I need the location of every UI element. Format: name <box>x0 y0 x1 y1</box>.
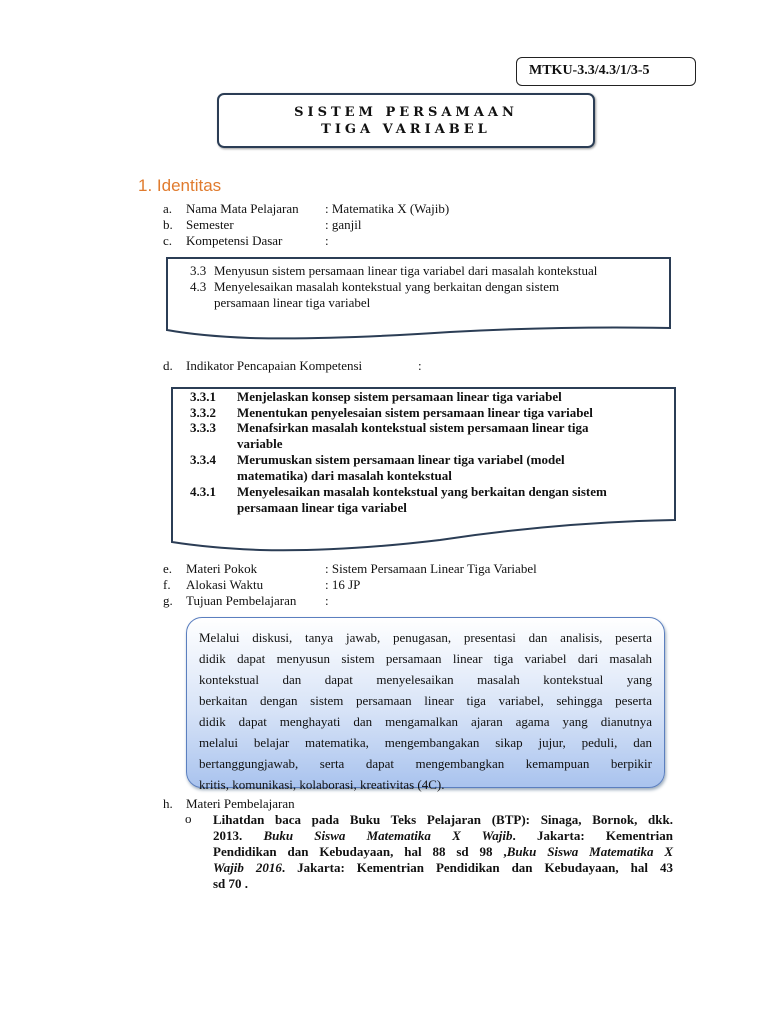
identity-letter: e. <box>163 561 173 576</box>
indikator-code: 3.3.1 <box>190 389 216 404</box>
identity-label: Kompetensi Dasar <box>186 233 283 248</box>
indikator-colon: : <box>418 358 422 373</box>
identity-value: : Matematika X (Wajib) <box>325 201 450 216</box>
identity-label: Semester <box>186 217 234 232</box>
ref-text: . Jakarta: Kementrian Pendidikan dan Kebudayaan, hal 43 <box>281 860 673 875</box>
reference-line: Lihatdan baca pada Buku Teks Pelajaran (BTP): Sinaga, Bornok, dkk. <box>213 812 673 827</box>
materi-label: Materi Pembelajaran <box>186 796 295 811</box>
indikator-text-cont: variable <box>237 436 283 451</box>
tujuan-line: didik dapat menyusun sistem persamaan linear tiga variabel dari masalah <box>199 651 652 666</box>
identity-label: Tujuan Pembelajaran <box>186 593 297 608</box>
tujuan-line: berkaitan dengan sistem persamaan linear tiga variabel, sehingga peserta <box>199 693 652 708</box>
document-code: MTKU-3.3/4.3/1/3-5 <box>529 63 650 78</box>
kd-code: 4.3 <box>190 279 207 294</box>
book-title: Wajib 2016 <box>213 860 282 875</box>
indikator-text-cont: persamaan linear tiga variabel <box>237 500 407 515</box>
kd-text: Menyelesaikan masalah kontekstual yang berkaitan dengan sistem <box>214 279 560 294</box>
identity-letter: f. <box>163 577 171 592</box>
identity-value: : ganjil <box>325 217 362 232</box>
ref-text: . Jakarta: Kementrian <box>512 828 674 843</box>
ref-text: Pendidikan dan Kebudayaan, hal 88 sd 98 , <box>213 844 507 859</box>
tujuan-line: didik dapat menghayati dan mengamalkan ajaran agama yang dianutnya <box>199 714 652 729</box>
reference-line <box>213 844 673 860</box>
reference-line <box>213 860 673 876</box>
reference-line: sd 70 . <box>213 876 249 891</box>
tujuan-line: kritis, komunikasi, kolaborasi, kreativitas (4C). <box>199 777 445 792</box>
section-heading: 1. Identitas <box>138 176 222 195</box>
indikator-text: Menjelaskan konsep sistem persamaan linear tiga variabel <box>237 389 562 404</box>
indikator-text: Menentukan penyelesaian sistem persamaan linear tiga variabel <box>237 405 593 420</box>
indikator-code: 3.3.3 <box>190 420 216 435</box>
indikator-code: 4.3.1 <box>190 484 216 499</box>
identity-label: Materi Pokok <box>186 561 258 576</box>
identity-letter: b. <box>163 217 173 232</box>
book-title: Buku Siswa Matematika X Wajib <box>263 828 513 843</box>
tujuan-line: melalui belajar matematika, mengembangakan sikap jujur, peduli, dan <box>199 735 652 750</box>
identity-letter: a. <box>163 201 173 216</box>
indikator-code: 3.3.4 <box>190 452 216 467</box>
identity-letter: g. <box>163 593 173 608</box>
title-line-2: TIGA VARIABEL <box>321 122 491 137</box>
title-line-1: SISTEM PERSAMAAN <box>294 105 518 120</box>
indikator-text: Merumuskan sistem persamaan linear tiga variabel (model <box>237 452 565 467</box>
indikator-code: 3.3.2 <box>190 405 216 420</box>
kd-code: 3.3 <box>190 263 207 278</box>
tujuan-line: Melalui diskusi, tanya jawab, penugasan, presentasi dan analisis, peserta <box>199 630 652 645</box>
identity-value: : Sistem Persamaan Linear Tiga Variabel <box>325 561 537 576</box>
identity-letter: c. <box>163 233 173 248</box>
indikator-text: Menafsirkan masalah kontekstual sistem persamaan linear tiga <box>237 420 589 435</box>
identity-value: : <box>325 593 329 608</box>
identity-value: : 16 JP <box>325 577 361 592</box>
tujuan-box <box>186 617 665 792</box>
tujuan-line: bertanggungjawab, serta dapat mengembangkan kemampuan berpikir <box>199 756 652 771</box>
materi-letter: h. <box>163 796 173 811</box>
indikator-text: Menyelesaikan masalah kontekstual yang berkaitan dengan sistem <box>237 484 607 499</box>
identity-label: Alokasi Waktu <box>186 577 264 592</box>
kd-text: Menyusun sistem persamaan linear tiga variabel dari masalah kontekstual <box>214 263 598 278</box>
indikator-text-cont: matematika) dari masalah kontekstual <box>237 468 452 483</box>
identity-value: : <box>325 233 329 248</box>
identity-label: Nama Mata Pelajaran <box>186 201 299 216</box>
tujuan-line: kontekstual dan dapat menyelesaikan masalah kontekstual yang <box>199 672 652 687</box>
reference-line <box>213 828 673 844</box>
ref-text: 2013. <box>213 828 243 843</box>
indikator-label: Indikator Pencapaian Kompetensi <box>186 358 363 373</box>
book-title: Buku Siswa Matematika X <box>506 844 673 859</box>
indikator-letter: d. <box>163 358 173 373</box>
kd-text-cont: persamaan linear tiga variabel <box>214 295 371 310</box>
bullet-icon: o <box>185 811 192 826</box>
